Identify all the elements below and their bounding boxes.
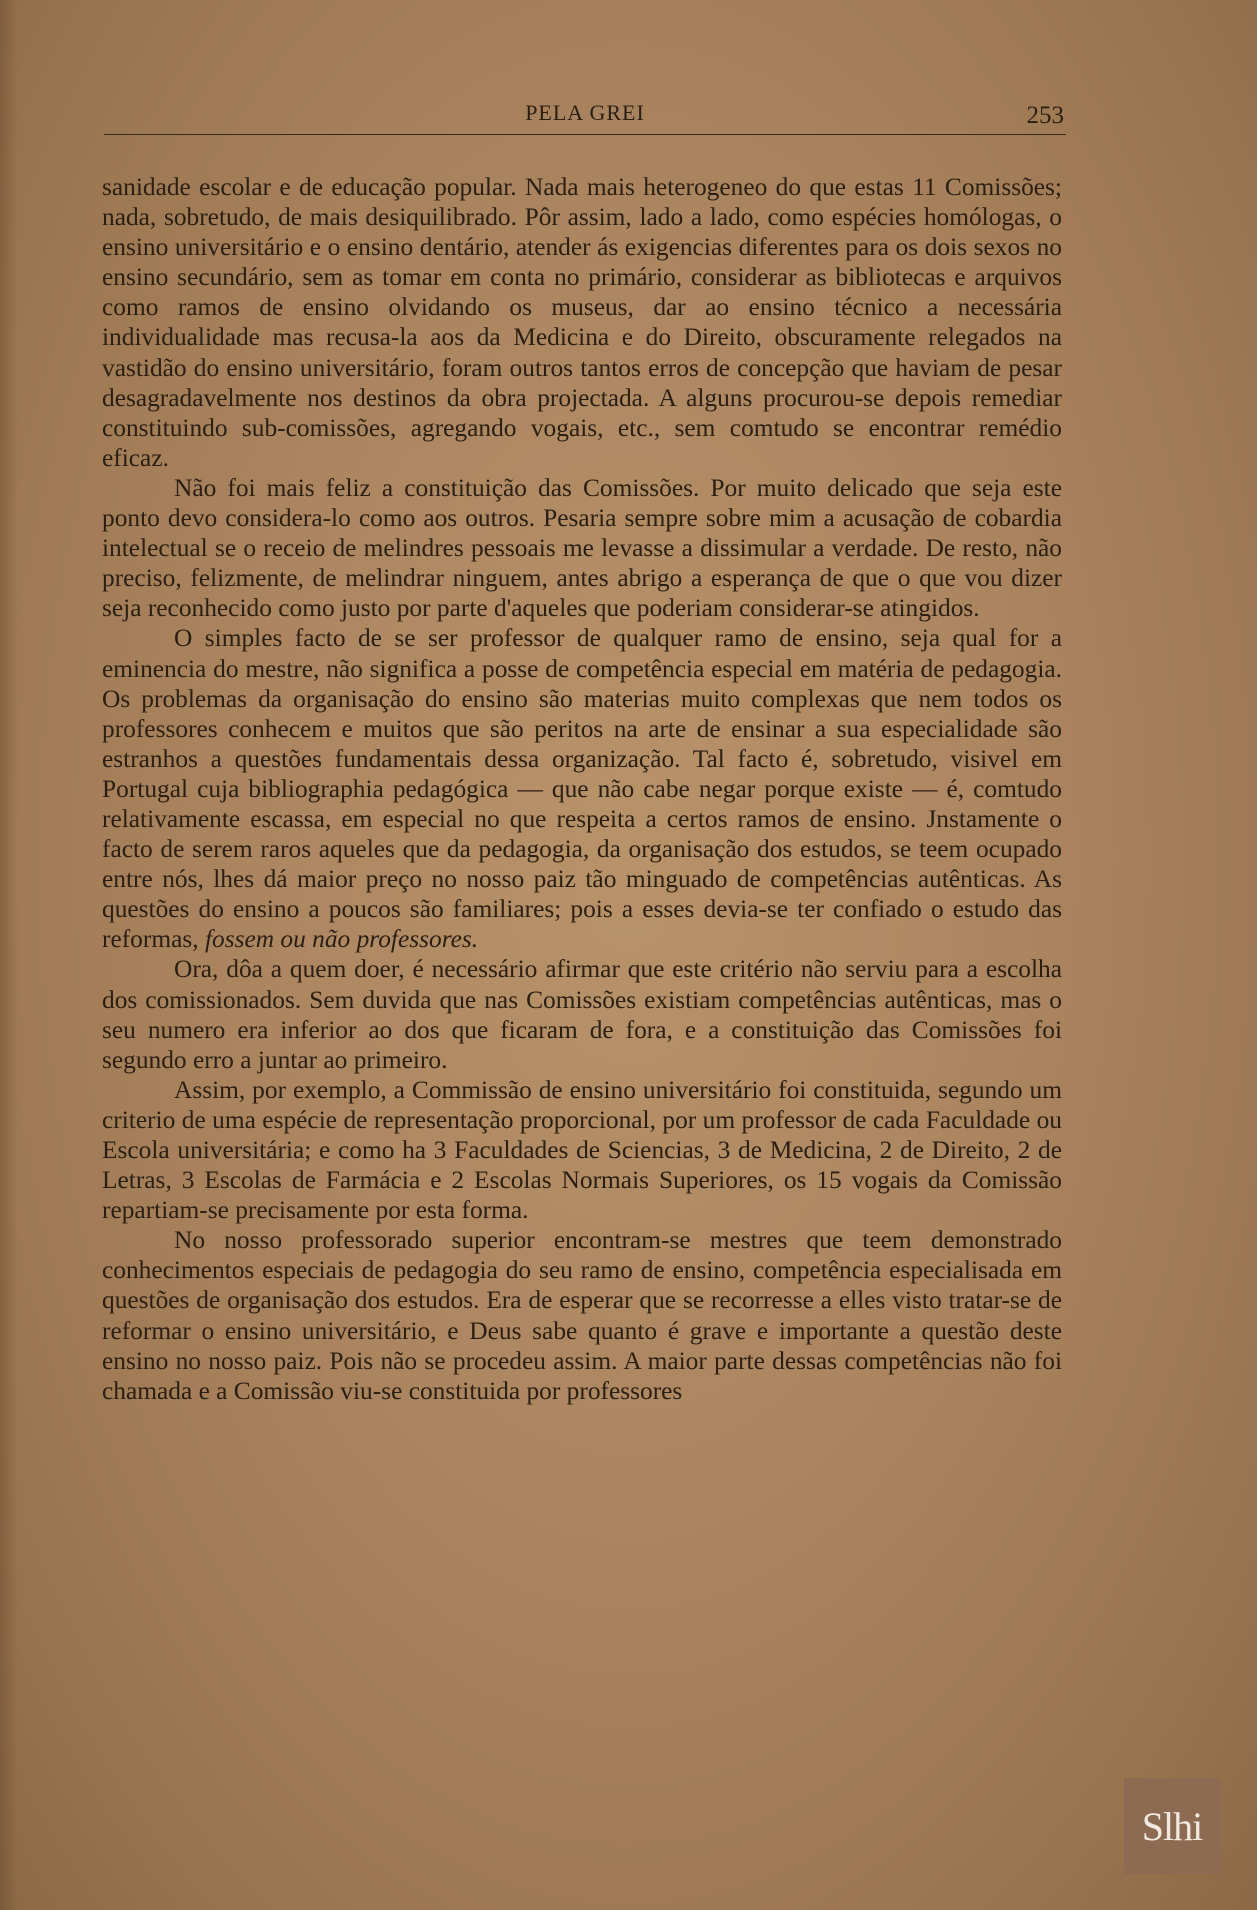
page-number: 253: [1026, 102, 1064, 129]
paragraph-2: Não foi mais feliz a constituição das Comissões. Por muito delicado que seja este ponto devo considera-lo como aos outros. Pesaria sempre sobre mim a acusação de cobardia intelectual se o receio de melindres pessoais me levasse a dissimular a verdade. De resto, não preciso, felizmente, de melindrar ninguem, antes abrigo a esperança de que o que vou dizer seja reconhecido como justo por parte d'aqueles que poderiam considerar-se atingidos.: [102, 473, 1062, 623]
paragraph-3-text: O simples facto de se ser professor de qualquer ramo de ensino, seja qual for a eminencia do mestre, não significa a posse de competência especial em matéria de pedagogia. Os problemas da organisação do ensino são materias muito complexas que nem todos os professores conhecem e muitos que são peritos na arte de ensinar a sua especialidade são estranhos a questões fundamentais dessa organização. Tal facto é, sobretudo, visivel em Portugal cuja bibliographia pedagógica — que não cabe negar porque existe — é, comtudo relativamente escassa, em especial no que respeita a certos ramos de ensino. Jnstamente o facto de serem raros aqueles que da pedagogia, da organisação dos estudos, se teem ocupado entre nós, lhes dá maior preço no nosso paiz tão minguado de competências autênticas. As questões do ensino a poucos são familiares; pois a esses devia-se ter confiado o estudo das reformas,: [102, 624, 1062, 954]
library-stamp-logo: [1124, 1778, 1220, 1874]
paragraph-6: No nosso professorado superior encontram-se mestres que teem demonstrado conhecimentos especiais de pedagogia do seu ramo de ensino, competência especialisada em questões de organisação dos estudos. Era de esperar que se recorresse a elles visto tratar-se de reformar o ensino universitário, e Deus sabe quanto é grave e importante a questão deste ensino no nosso paiz. Pois não se procedeu assim. A maior parte dessas competências não foi chamada e a Comissão viu-se constituida por professores: [102, 1226, 1062, 1405]
paragraph-1: sanidade escolar e de educação popular. Nada mais heterogeneo do que estas 11 Comissões; nada, sobretudo, de mais desiquilibrado. Pôr assim, lado a lado, como espécies homólogas, o ensino universitário e o ensino dentário, atender ás exigencias diferentes para os dois sexos no ensino secundário, sem as tomar em conta no primário, considerar as bibliotecas e arquivos como ramos de ensino olvidando os museus, dar ao ensino técnico a necessária individualidade mas recusa-la aos da Medicina e do Direito, obscuramente relegados na vastidão do ensino universitário, foram outros tantos erros de concepção que haviam de pesar desagradavelmente nos destinos da obra projectada. A alguns procurou-se depois remediar constituindo sub-comissões, agregando vogais, etc., sem comtudo se encontrar remédio eficaz.: [102, 173, 1062, 472]
paragraph-3-italic: fossem ou não professores.: [204, 925, 479, 954]
paragraph-3: [102, 623, 1062, 954]
paragraph-5: Assim, por exemplo, a Commissão de ensino universitário foi constituida, segundo um criterio de uma espécie de representação proporcional, por um professor de cada Faculdade ou Escola universitária; e como ha 3 Faculdades de Sciencias, 3 de Medicina, 2 de Direito, 2 de Letras, 3 Escolas de Farmácia e 2 Escolas Normais Superiores, os 15 vogais da Comissão repartiam-se precisamente por esta forma.: [102, 1075, 1062, 1225]
body-text: [102, 172, 1062, 1406]
library-stamp-text: Slhi: [1141, 1803, 1203, 1849]
paragraph-4: Ora, dôa a quem doer, é necessário afirmar que este critério não serviu para a escolha dos comissionados. Sem duvida que nas Comissões existiam competências autênticas, mas o seu numero era inferior ao dos que ficaram de fora, e a constituição das Comissões foi segundo erro a juntar ao primeiro.: [102, 955, 1062, 1074]
page-header: [104, 94, 1066, 135]
running-title: PELA GREI: [525, 100, 645, 125]
